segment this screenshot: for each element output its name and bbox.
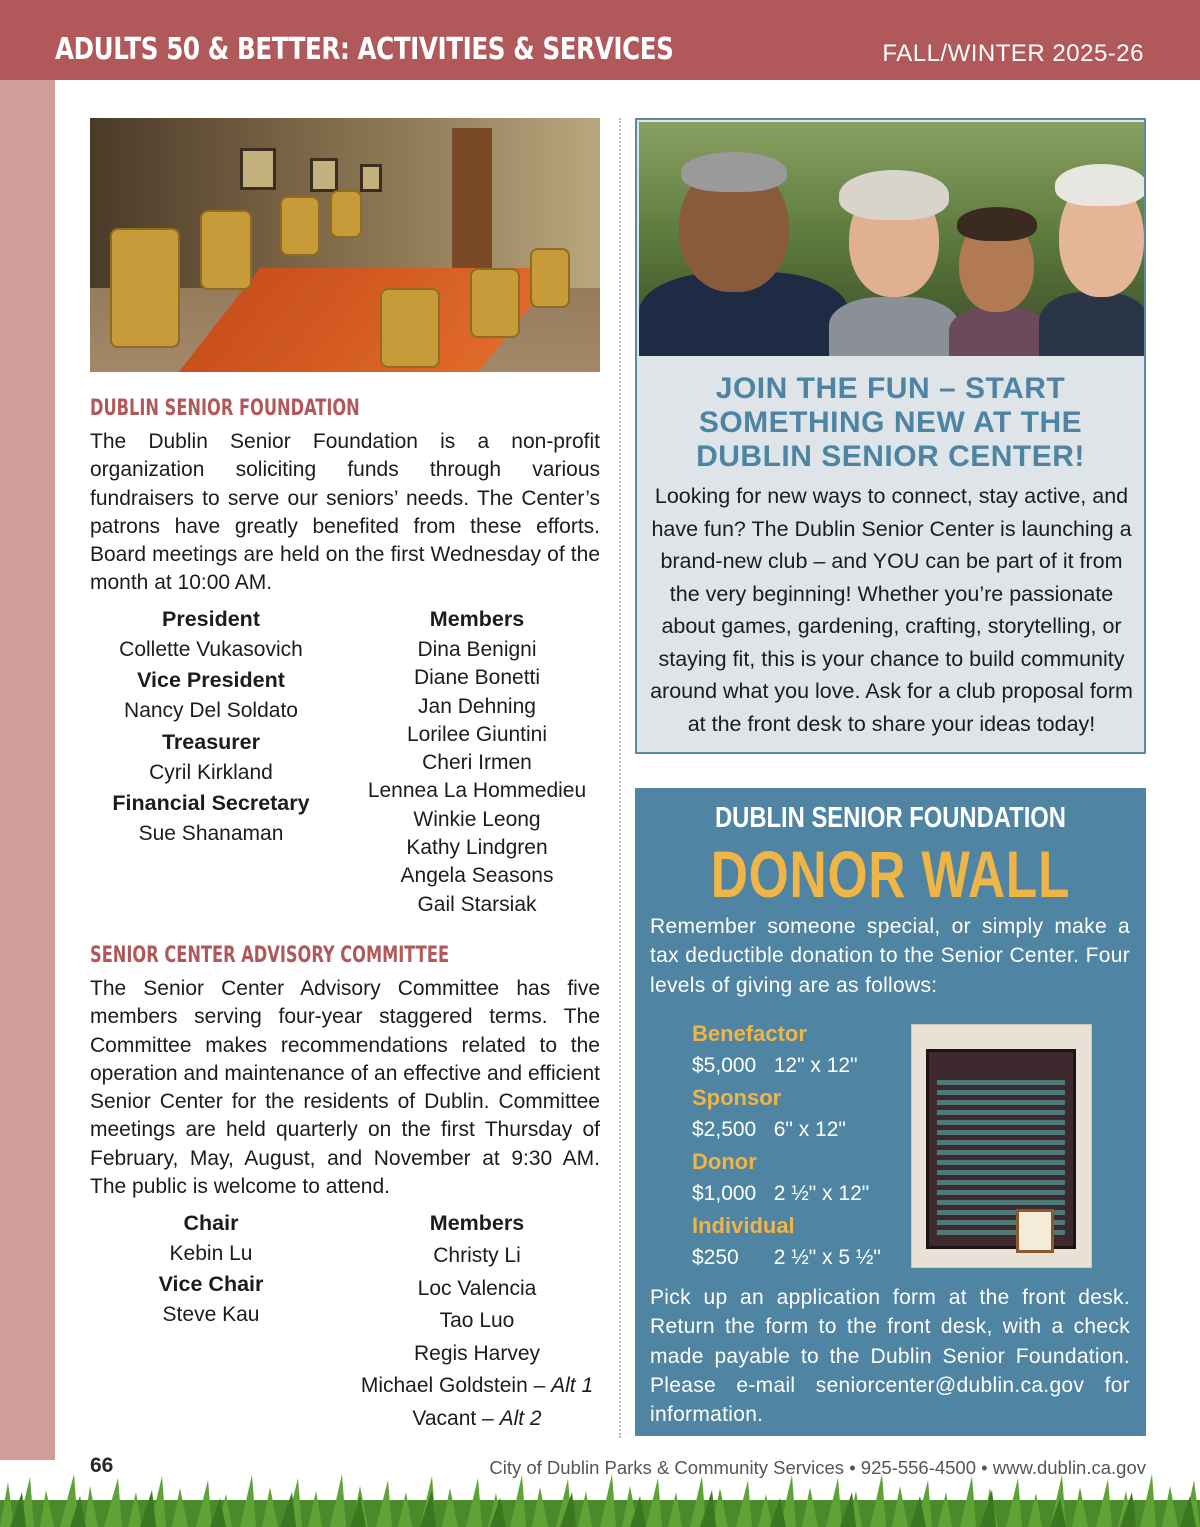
conference-room-photo xyxy=(90,118,600,372)
member-name: Tao Luo xyxy=(439,1309,515,1333)
level-detail: $5,000 12" x 12" xyxy=(692,1054,858,1077)
donor-instructions: Pick up an application form at the front desk. Return the form to the front desk, with a check made payable to the Dublin Senior Foundation. Please e-mail seniorcenter@dublin.ca.gov for information. xyxy=(650,1286,1130,1427)
level-detail: $1,000 2 ½" x 12" xyxy=(692,1182,870,1205)
foundation-heading: DUBLIN SENIOR FOUNDATION xyxy=(90,396,360,421)
members-heading: Members xyxy=(429,607,525,631)
level-detail: $2,500 6" x 12" xyxy=(692,1118,846,1141)
side-color-bar xyxy=(0,80,55,1460)
donor-wall-photo xyxy=(911,1024,1092,1268)
member-name: Diane Bonetti xyxy=(413,666,541,690)
member-name: Loc Valencia xyxy=(417,1276,537,1300)
member-name: Angela Seasons xyxy=(400,864,554,888)
member-name: Gail Starsiak xyxy=(417,892,537,916)
join-title: JOIN THE FUN – START SOMETHING NEW AT THE DUBLIN SENIOR CENTER! xyxy=(696,372,1085,473)
member-name: Lorilee Giuntini xyxy=(406,722,548,746)
foundation-officers xyxy=(90,603,332,848)
officer-role: Financial Secretary xyxy=(112,790,310,815)
level-name: Donor xyxy=(692,1149,757,1174)
foundation-description: The Dublin Senior Foundation is a non-profit organization soliciting funds through various fundraisers to serve our seniors’ needs. The Center’s patrons have greatly benefited from these efforts. Board meetings are held on the first Wednesday of the month at 10:00 AM. xyxy=(90,430,600,595)
donor-intro: Remember someone special, or simply make a tax deductible donation to the Senior Center. Four levels of giving are as follows: xyxy=(650,915,1130,997)
member-name: Jan Dehning xyxy=(418,694,536,718)
alternate-member xyxy=(342,1403,612,1436)
alternate-member xyxy=(342,1370,612,1403)
members-heading: Members xyxy=(429,1211,525,1235)
advisory-heading: SENIOR CENTER ADVISORY COMMITTEE xyxy=(90,943,450,968)
officer-name: Collette Vukasovich xyxy=(119,638,303,661)
officer-name: Sue Shanaman xyxy=(138,821,284,845)
column-divider xyxy=(619,118,621,1438)
member-name: Dina Benigni xyxy=(417,638,537,661)
seniors-group-photo xyxy=(639,122,1144,356)
member-name: Winkie Leong xyxy=(413,807,541,831)
officer-role: Treasurer xyxy=(161,729,260,754)
officer-name: Kebin Lu xyxy=(169,1242,253,1265)
level-name: Benefactor xyxy=(692,1021,807,1046)
grass-decoration xyxy=(0,1472,1200,1527)
season-label: FALL/WINTER 2025-26 xyxy=(882,40,1144,67)
alternate-name: Vacant – xyxy=(412,1406,500,1430)
join-description: Looking for new ways to connect, stay active, and have fun? The Dublin Senior Center is launching a brand-new club – and YOU can be part of it from the very beginning! Whether you’re passionate about games, gardening, crafting, storytelling, or staying fit, this is your chance to build community around what you love. Ask for a club proposal form at the front desk to share your ideas today! xyxy=(650,484,1133,736)
alternate-tag: Alt 2 xyxy=(499,1406,542,1430)
foundation-members xyxy=(352,603,602,919)
officer-role: Vice Chair xyxy=(158,1272,264,1297)
officer-name: Steve Kau xyxy=(162,1303,260,1327)
level-name: Sponsor xyxy=(692,1085,782,1110)
alternate-name: Michael Goldstein – xyxy=(360,1374,552,1398)
advisory-description: The Senior Center Advisory Committee has five members serving four-year staggered terms. The Committee makes recommendations related to the operation and maintenance of an effective and efficient Senior Center for the residents of Dublin. Committee meetings are held quarterly on the first Thursday of February, May, August, and November at 9:30 AM. The public is welcome to attend. xyxy=(90,977,600,1199)
advisory-members xyxy=(342,1207,612,1436)
level-name: Individual xyxy=(692,1213,795,1238)
member-name: Lennea La Hommedieu xyxy=(367,779,587,803)
join-the-fun-box xyxy=(635,118,1146,754)
member-name: Christy Li xyxy=(433,1244,521,1267)
member-name: Kathy Lindgren xyxy=(406,836,548,860)
giving-levels xyxy=(692,1018,922,1274)
officer-role: Vice President xyxy=(137,668,285,693)
officer-name: Cyril Kirkland xyxy=(149,760,273,784)
alternate-tag: Alt 1 xyxy=(551,1374,594,1398)
member-name: Regis Harvey xyxy=(413,1341,541,1365)
member-name: Cheri Irmen xyxy=(422,751,532,775)
officer-name: Nancy Del Soldato xyxy=(124,699,298,723)
donor-title: DONOR WALL xyxy=(710,837,1071,911)
advisory-officers xyxy=(90,1207,332,1330)
level-detail: $250 2 ½" x 5 ½" xyxy=(692,1246,881,1269)
footer-contact: City of Dublin Parks & Community Services • 925-556-4500 • www.dublin.ca.gov xyxy=(489,1457,1146,1478)
donor-kicker: DUBLIN SENIOR FOUNDATION xyxy=(715,802,1066,834)
officer-role: President xyxy=(162,607,260,631)
officer-role: Chair xyxy=(183,1211,239,1235)
page-header xyxy=(0,0,1200,80)
section-title: ADULTS 50 & BETTER: ACTIVITIES & SERVICES xyxy=(55,32,674,67)
donor-wall-box xyxy=(635,788,1146,1436)
page-number: 66 xyxy=(90,1454,114,1477)
